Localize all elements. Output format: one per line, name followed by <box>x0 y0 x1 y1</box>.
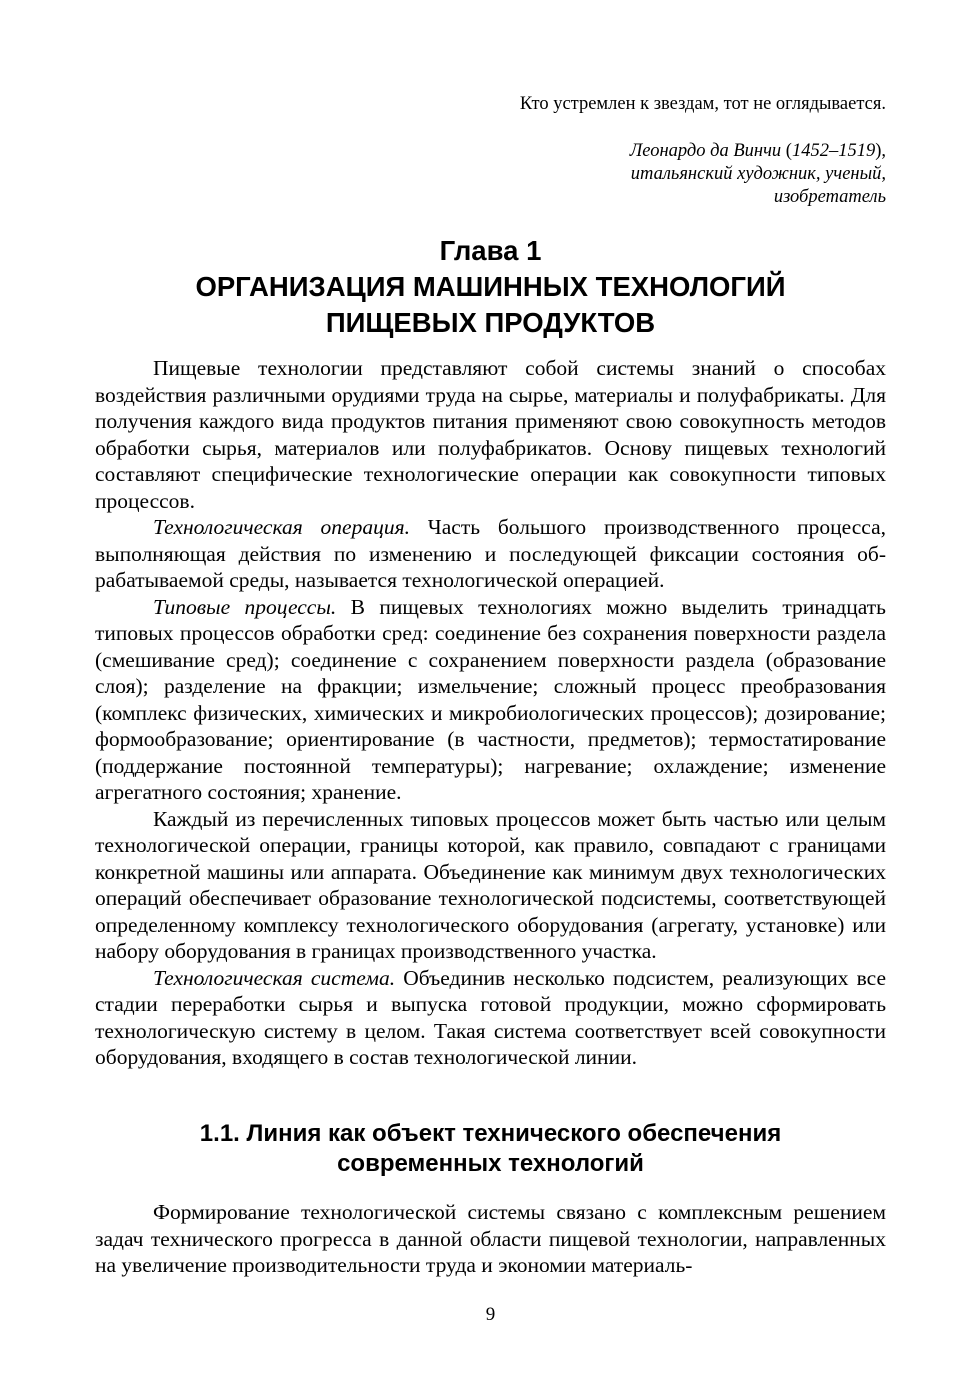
paragraph-5 <box>95 965 886 1071</box>
section-paragraph-1: Формирование технологической системы связано с комплексным решением задач технического прогресса в данной области пищевой технологии, направленных на увеличение производительности труда и экономии материаль- <box>95 1200 886 1277</box>
paragraph-2 <box>95 514 886 594</box>
epigraph-author-name: Леонардо да Винчи <box>629 141 782 161</box>
epigraph-quote: Кто устремлен к звездам, тот не оглядывается. <box>519 94 886 114</box>
page-number: 9 <box>485 1304 496 1325</box>
paragraph-2-text: Часть большого производственного процесса, выполняющая действия по изменению и последующей фиксации состояния обрабатываемой среды, называется технологической операцией. <box>95 515 887 592</box>
paragraph-4 <box>95 806 886 965</box>
chapter-title-line-2: ПИЩЕВЫХ ПРОДУКТОВ <box>325 307 656 338</box>
section-title-line-2: современных технологий <box>337 1150 644 1177</box>
paragraph-4-text: Каждый из перечисленных типовых процессов может быть частью или целым технологической операции, границы которой, как правило, совпадают с границами конкретной машины или аппарата. Объединение как минимум двух технологических операций обеспечивает образование технологической подсистемы, соответствующей определенному комплексу технологического оборудования (агрегату, установке) или набору оборудования в границах производственного участка. <box>95 806 886 963</box>
paragraph-5-text: Объединив несколько подсистем, реализующих все стадии переработки сырья и выпуска готовой продукции, можно сформировать технологическую систему в целом. Такая система соответствует всей совокупности оборудования, входящего в состав технологической линии. <box>95 965 886 1069</box>
section-title-line-1: 1.1. Линия как объект технического обеспечения <box>199 1120 782 1147</box>
chapter-heading <box>95 233 886 341</box>
paragraph-3-text: В пищевых технологиях можно выделить тринадцать типовых процессов обработки сред: соединение без сохранения поверхности раздела (смешивание сред); соединение с сохранением поверхности раздела (образование слоя); разделение на фракции; измельчение; сложный процесс преобразования (комплекс физических, химических и микробиологических процессов); дозирование; формообразование; ориентирование (в частности, предметов); термостатирование (поддержание постоянной температуры); нагревание; охлаждение; изменение агрегатного состояния; хранение. <box>95 594 886 804</box>
epigraph-author-line: Леонардо да Винчи (1452–1519), <box>629 141 886 161</box>
section-body <box>95 1199 886 1279</box>
paragraph-3-term: Типовые процессы. <box>153 594 337 619</box>
epigraph-author-desc-1: итальянский художник, ученый, <box>630 164 886 184</box>
paragraph-5-term: Технологическая система. <box>153 965 396 990</box>
paragraph-1 <box>95 355 886 514</box>
chapter-body <box>95 355 886 1071</box>
paragraph-3 <box>95 594 886 806</box>
epigraph-author-desc-2: изобретатель <box>773 187 886 207</box>
paragraph-1-text: Пищевые технологии представляют собой системы знаний о способах воздействия различными орудиями труда на сырье, материалы и полуфабрикаты. Для получения каждого вида продуктов питания применяют свою совокупность методов обработки сырья, материалов или полуфабрикатов. Основу пищевых технологий составляют специфические технологические операции как совокупности типовых процессов. <box>95 356 886 513</box>
chapter-label: Глава 1 <box>439 235 542 266</box>
section-heading <box>95 1119 886 1179</box>
epigraph-attribution <box>526 140 886 209</box>
chapter-title-line-1: ОРГАНИЗАЦИЯ МАШИННЫХ ТЕХНОЛОГИЙ <box>195 271 786 302</box>
epigraph-author-years: 1452–1519 <box>791 141 876 161</box>
paragraph-2-term: Технологическая операция. <box>153 515 410 539</box>
